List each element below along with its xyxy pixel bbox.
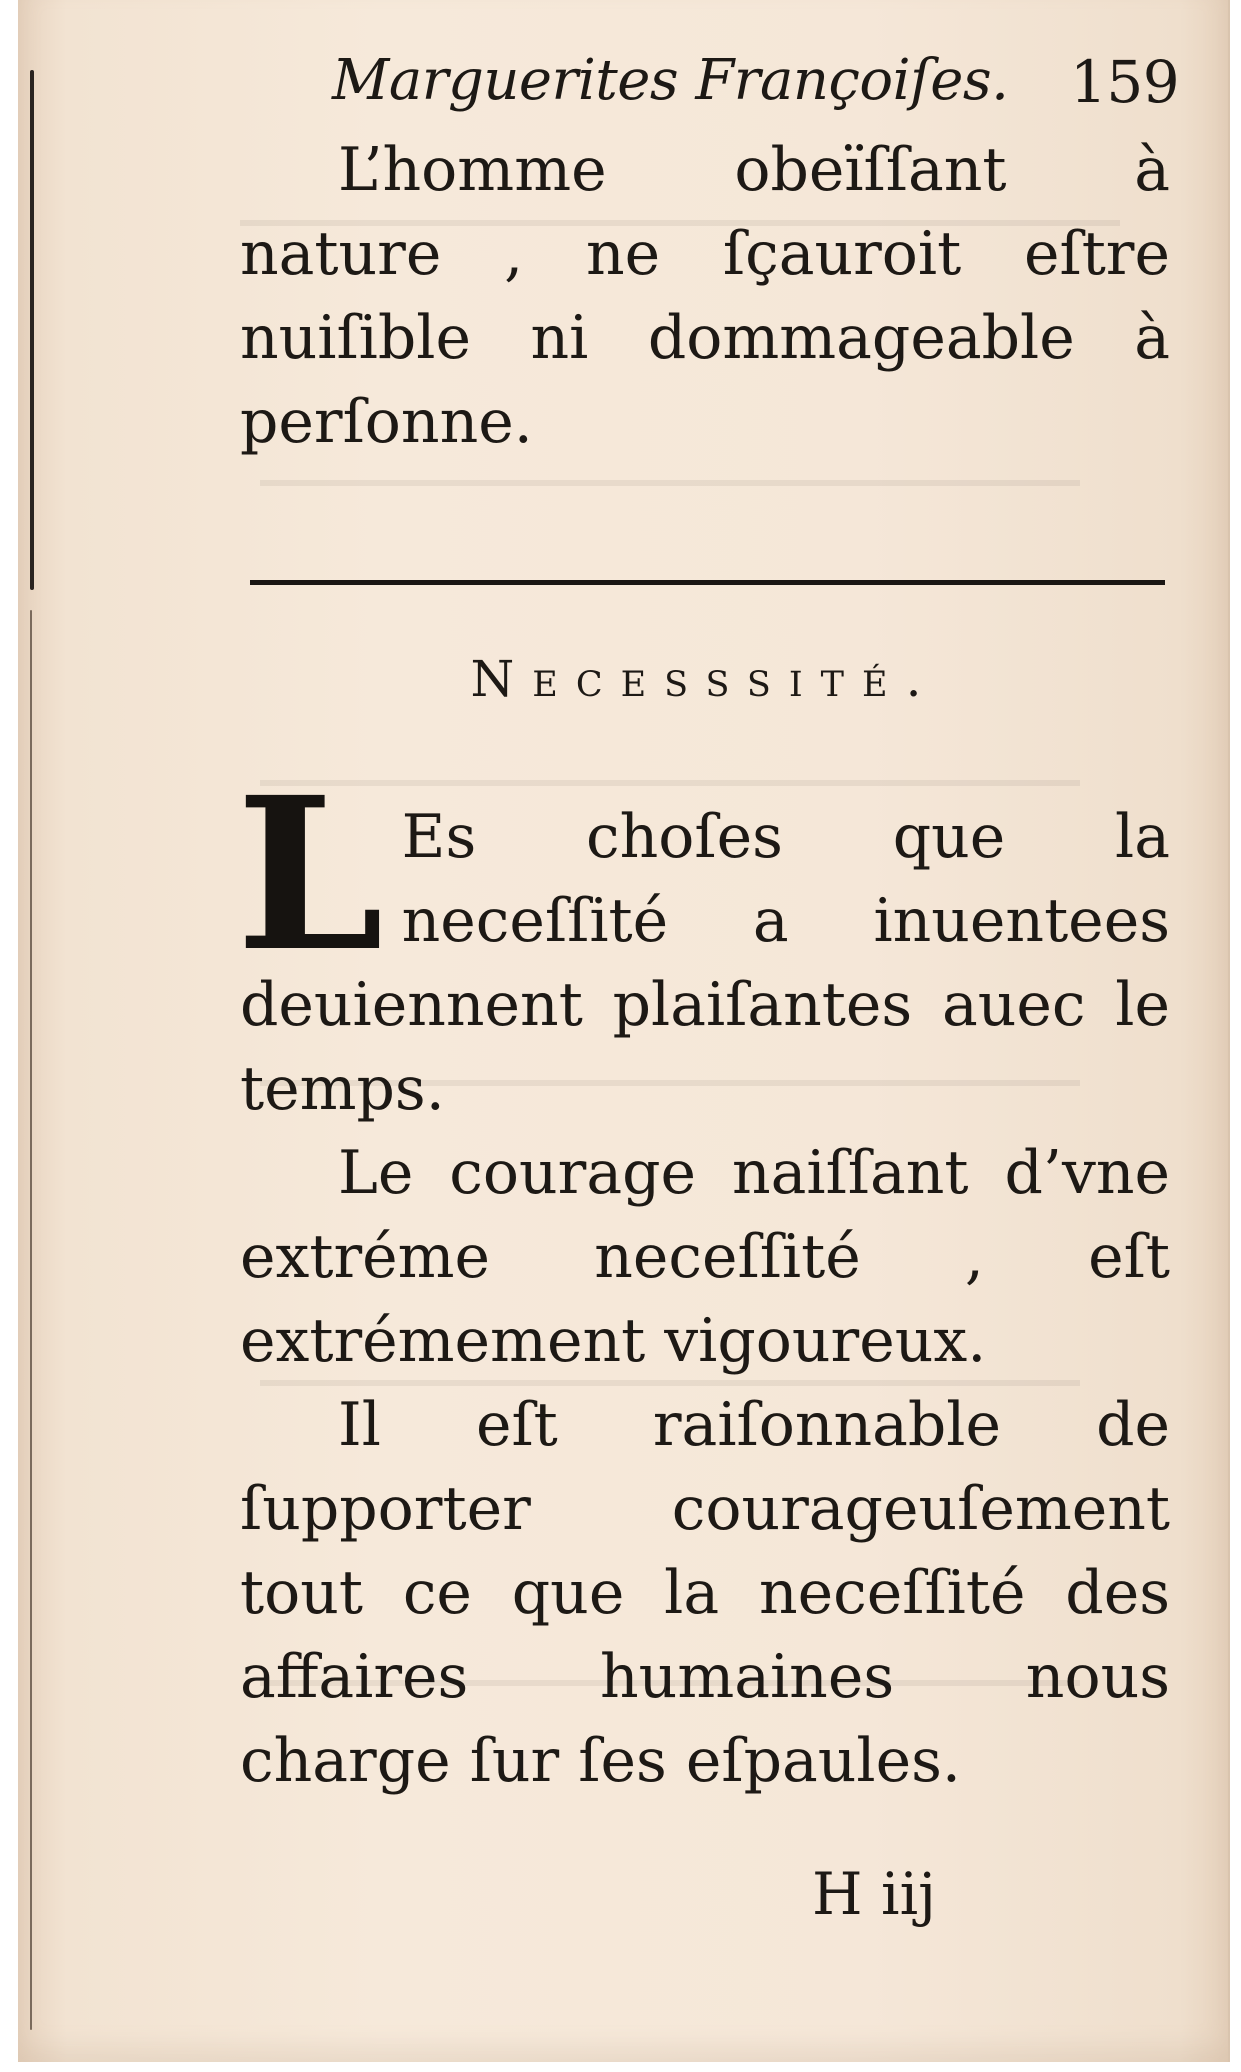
paragraph-invented-things: [236, 751, 1170, 1131]
section-body: [236, 751, 1170, 1803]
running-head-title: Marguerites Françoiſes.: [332, 48, 1009, 113]
paragraph-courage: Le courage naiſſant d’vne extréme neceſſité , eſt extrémement vigoureux.: [240, 1138, 1170, 1376]
drop-capital: L: [236, 751, 384, 998]
paragraph-invented-things-text: Es choſes que la neceſſité a inuentees deuiennent plaiſantes auec le temps.: [240, 802, 1170, 1124]
section-heading: Necesssité.: [470, 650, 940, 708]
page-number: 159: [1070, 48, 1180, 116]
section-rule: [250, 580, 1165, 585]
signature-mark: H iij: [812, 1860, 937, 1928]
paragraph-endurance: Il eſt raiſonnable de ſupporter courageuſement tout ce que la neceſſité des affaires humaines nous charge ſur ſes eſpaules.: [240, 1390, 1170, 1796]
paragraph-obedience: L’homme obeïſſant à nature , ne ſçauroit eſtre nuiſible ni dommageable à perſonne.: [240, 135, 1170, 457]
gutter-edge-line: [30, 610, 32, 2030]
gutter-shadow-line: [30, 70, 34, 590]
